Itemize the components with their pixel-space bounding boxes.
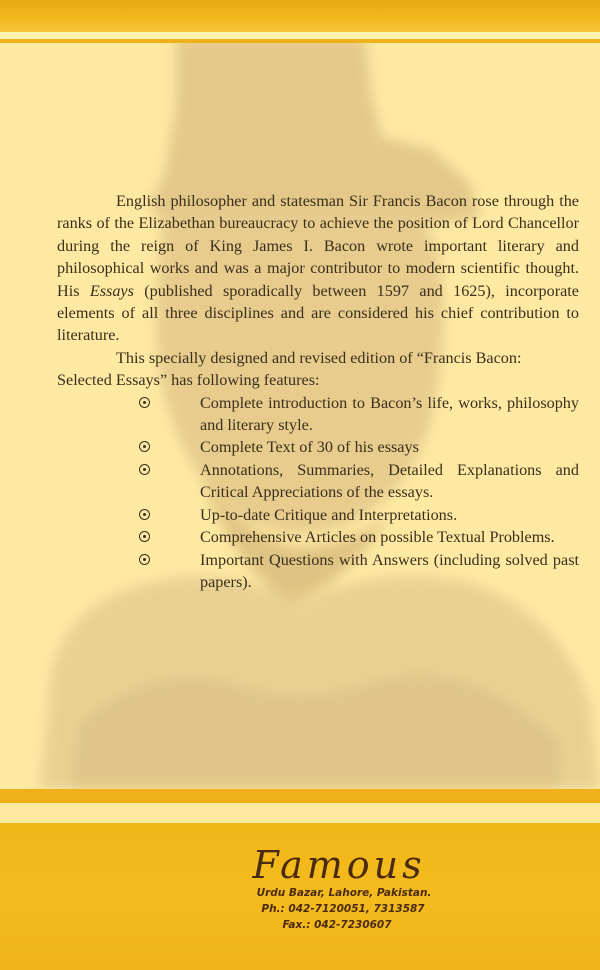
feature-item [57, 549, 579, 594]
circled-dot-bullet-icon [139, 554, 150, 565]
publisher-address: Urdu Bazar, Lahore, Pakistan. [256, 887, 432, 899]
feature-text: Annotations, Summaries, Detailed Explanations and Critical Appreciations of the essays. [200, 460, 579, 502]
feature-text: Complete introduction to Bacon’s life, works, philosophy and literary style. [200, 393, 579, 435]
feature-text: Important Questions with Answers (including solved past papers). [200, 550, 579, 591]
publisher-phone: Ph.: 042-7120051, 7313587 [261, 903, 425, 915]
bottom-dark-stripe [0, 789, 600, 803]
top-gold-band [0, 0, 600, 32]
feature-item [57, 436, 579, 458]
back-cover-description [57, 190, 579, 593]
feature-item [57, 526, 579, 548]
publisher-fax: Fax.: 042-7230607 [282, 919, 392, 931]
feature-item [57, 504, 579, 526]
features-intro: This specially designed and revised edition of “Francis Bacon: Selected Essays” has following features: [57, 348, 522, 390]
feature-text: Comprehensive Articles on possible Textual Problems. [200, 528, 555, 547]
intro-text-part1: English philosopher and statesman Sir Francis Bacon rose through the ranks of the Elizabethan bureaucracy to achieve the position of Lord Chancellor during the reign of King James I. Bacon wrote important literary and philosophical works and was a major contributor to modern scientific thought. His [57, 192, 579, 300]
feature-item [57, 392, 579, 437]
publisher-block [220, 845, 440, 933]
essays-title-italic: Essays [89, 281, 134, 300]
feature-text: Up-to-date Critique and Interpretations. [200, 505, 458, 524]
feature-item [57, 459, 579, 504]
intro-paragraph [57, 190, 579, 347]
circled-dot-bullet-icon [139, 464, 150, 475]
circled-dot-bullet-icon [139, 531, 150, 542]
circled-dot-bullet-icon [139, 441, 150, 452]
feature-text: Complete Text of 30 of his essays [200, 438, 419, 457]
circled-dot-bullet-icon [139, 397, 150, 408]
bottom-light-stripe [0, 803, 600, 823]
top-light-stripe [0, 32, 600, 39]
circled-dot-bullet-icon [139, 509, 150, 520]
publisher-logo-name: Famous [252, 843, 426, 887]
intro-text-part2: (published sporadically between 1597 and 1625), incorporate elements of all three disciplines and are considered his chief contribution to literature. [57, 281, 579, 345]
features-list [57, 392, 579, 594]
